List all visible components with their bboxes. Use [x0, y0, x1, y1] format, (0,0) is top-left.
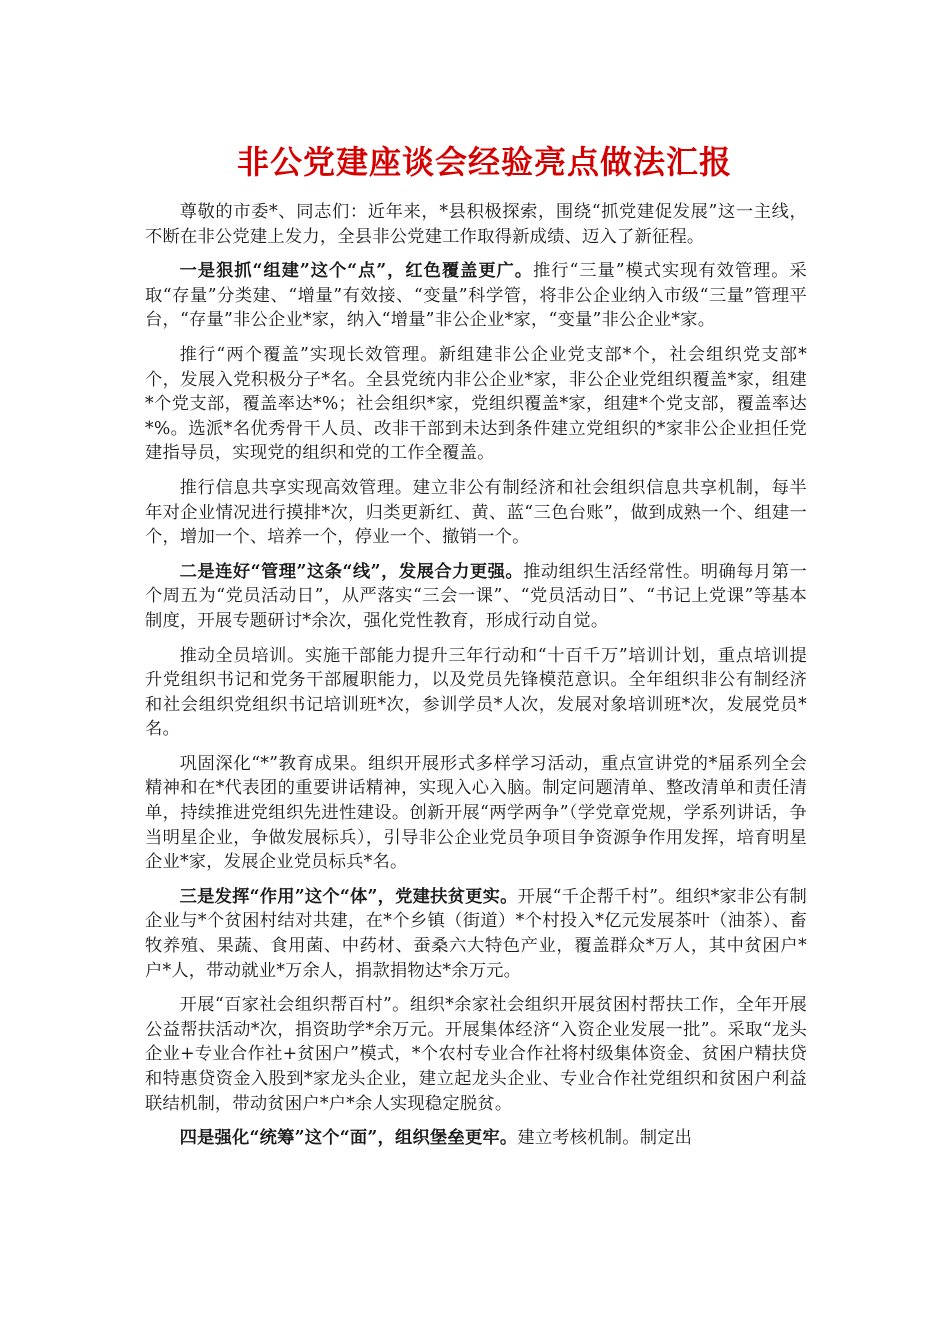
paragraph-text: 推动组织生活经常性。明确每月第一个周五为“党员活动日”，从严落实“三会一课”、“党员活动日”、“书记上党课”等基本制度，开展专题研讨*余次，强化党性教育，形成行动自觉。 [145, 561, 808, 631]
paragraph-info-sharing [145, 476, 807, 550]
paragraph-text: 尊敬的市委*、同志们：近年来，*县积极探索，围绕“抓党建促发展”这一主线，不断在非公党建上发力，全县非公党建工作取得新成绩、迈入了新征程。 [145, 202, 807, 247]
paragraph-text: 推行“三量”模式实现有效管理。采取“存量”分类建、“增量”有效接、“变量”科学管，将非公企业纳入市级“三量”管理平台，“存量”非公企业*家，纳入“增量”非公企业*家，“变量”非公企业*家。 [145, 261, 807, 331]
paragraph-training [145, 644, 807, 742]
paragraph-text: 巩固深化“*”教育成果。组织开展形式多样学习活动，重点宣讲党的*届系列全会精神和在*代表团的重要讲话精神，实现入心入脑。制定问题清单、整改清单和责任清单，持续推进党组织先进性建设。创新开展“两学两争”（学党章党规，学系列讲话，争当明星企业，争做发展标兵），引导非公企业党员争项目争资源争作用发挥，培育明星企业*家，发展企业党员标兵*名。 [145, 753, 807, 873]
paragraph-social-orgs [145, 993, 807, 1116]
paragraph-text: 推动全员培训。实施干部能力提升三年行动和“十百千万”培训计划，重点培训提升党组织书记和党务干部履职能力，以及党员先锋模范意识。全年组织非公有制经济和社会组织党组织书记培训班*次，参训学员*人次，发展对象培训班*次，发展党员*名。 [145, 645, 807, 740]
paragraph-section-1 [145, 259, 807, 333]
paragraph-section-3 [145, 885, 807, 983]
paragraph-text: 建立考核机制。制定出 [517, 1128, 693, 1149]
document-title: 非公党建座谈会经验亮点做法汇报 [237, 143, 733, 181]
section-heading-4: 四是强化“统筹”这个“面”，组织堡垒更牢。 [179, 1128, 518, 1149]
document-page [145, 140, 807, 1161]
paragraph-education [145, 752, 807, 875]
paragraph-section-4 [145, 1126, 807, 1151]
paragraph-two-coverage [145, 343, 807, 466]
section-heading-1: 一是狠抓“组建”这个“点”，红色覆盖更广。 [179, 261, 533, 282]
paragraph-section-2 [145, 560, 807, 634]
paragraph-text: 开展“千企帮千村”。组织*家非公有制企业与*个贫困村结对共建，在*个乡镇（街道）*个村投入*亿元发展茶叶（油茶）、畜牧养殖、果蔬、食用菌、中药材、蚕桑六大特色产业，覆盖群众*万人，其中贫困户*户*人，带动就业*万余人，捐款捐物达*余万元。 [145, 886, 807, 981]
paragraph-text: 开展“百家社会组织帮百村”。组织*余家社会组织开展贫困村帮扶工作，全年开展公益帮扶活动*次，捐资助学*余万元。开展集体经济“入资企业发展一批”。采取“龙头企业+专业合作社+贫困户”模式，*个农村专业合作社将村级集体资金、贫困户精扶贷和特惠贷资金入股到*家龙头企业，建立起龙头企业、专业合作社党组织和贫困户利益联结机制，带动贫困户*户*余人实现稳定脱贫。 [145, 995, 807, 1114]
paragraph-intro [145, 200, 807, 249]
section-heading-3: 三是发挥“作用”这个“体”，党建扶贫更实。 [179, 886, 518, 907]
section-heading-2: 二是连好“管理”这条“线”，发展合力更强。 [179, 561, 524, 582]
paragraph-text: 推行“两个覆盖”实现长效管理。新组建非公企业党支部*个，社会组织党支部*个，发展入党积极分子*名。全县党统内非公企业*家，非公企业党组织覆盖*家，组建*个党支部，覆盖率达*%；社会组织*家，党组织覆盖*家，组建*个党支部，覆盖率达*%。选派*名优秀骨干人员、改非干部到未达到条件建立党组织的*家非公企业担任党建指导员，实现党的组织和党的工作全覆盖。 [145, 344, 807, 464]
paragraph-text: 推行信息共享实现高效管理。建立非公有制经济和社会组织信息共享机制，每半年对企业情况进行摸排*次，归类更新红、黄、蓝“三色台账”，做到成熟一个、组建一个，增加一个、培养一个，停业一个、撤销一个。 [145, 477, 807, 548]
